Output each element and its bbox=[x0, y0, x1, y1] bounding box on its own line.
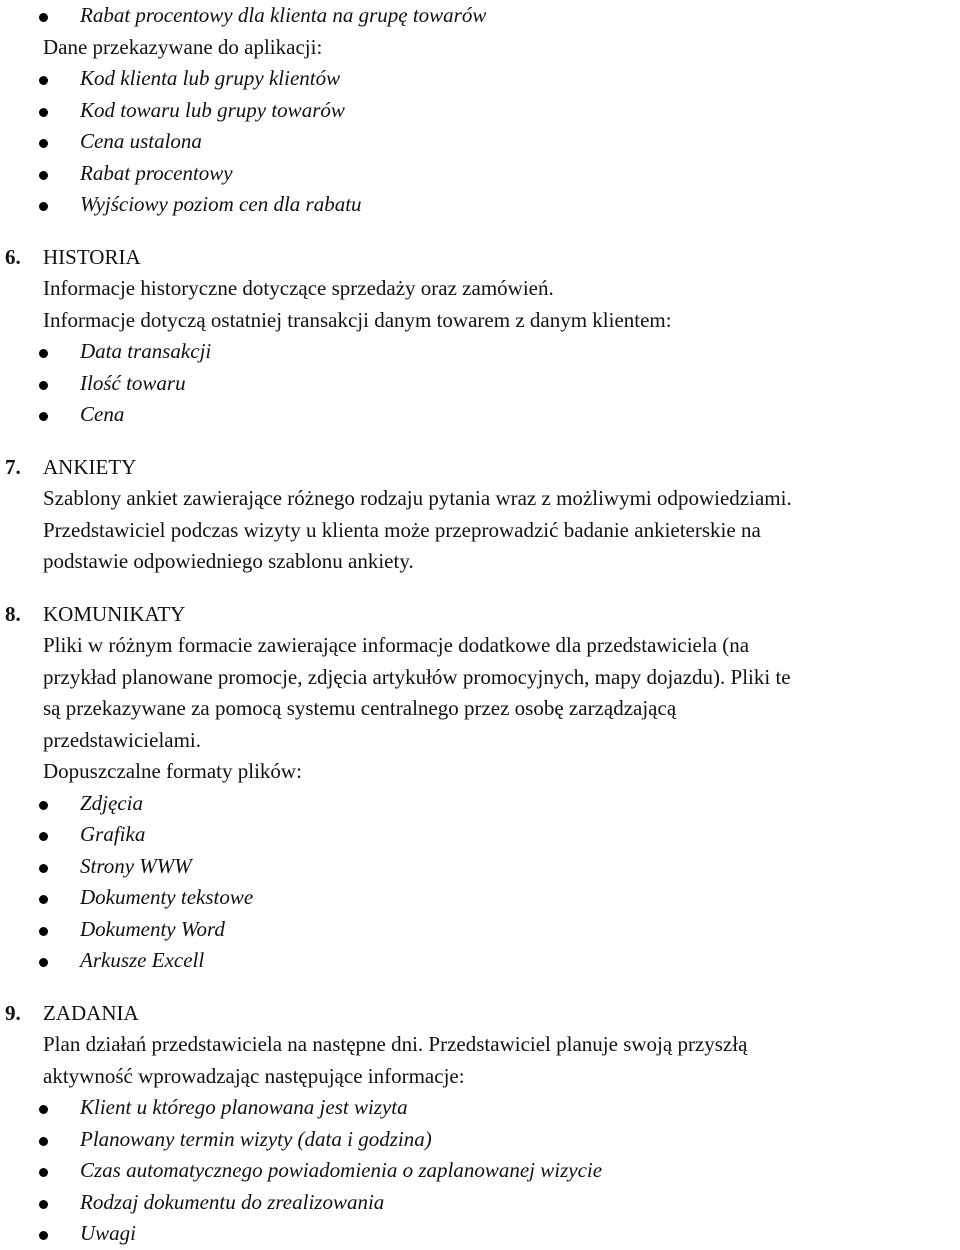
section-title: KOMUNIKATY bbox=[43, 601, 186, 626]
list-item bbox=[0, 126, 960, 158]
list-item-text: Dokumenty tekstowe bbox=[80, 885, 254, 909]
bullet-icon bbox=[39, 895, 48, 904]
paragraph-line: Szablony ankiet zawierające różnego rodzaju pytania wraz z możliwymi odpowiedziami. bbox=[43, 486, 792, 510]
bullet-icon bbox=[39, 139, 48, 148]
paragraph-line: są przekazywane za pomocą systemu centralnego przez osobę zarządzającą bbox=[43, 696, 677, 720]
list-item bbox=[0, 882, 960, 914]
list-item bbox=[0, 0, 960, 32]
list-item bbox=[0, 399, 960, 431]
paragraph-line: Plan działań przedstawiciela na następne dni. Przedstawiciel planuje swoją przyszłą bbox=[43, 1032, 748, 1056]
list-item-text: Wyjściowy poziom cen dla rabatu bbox=[80, 192, 362, 216]
bullet-icon bbox=[39, 1137, 48, 1146]
paragraph-line: Pliki w różnym formacie zawierające informacje dodatkowe dla przedstawiciela (na bbox=[43, 633, 750, 657]
list-item bbox=[0, 1187, 960, 1219]
section-number: 6. bbox=[5, 244, 21, 269]
list-item-text: Arkusze Excell bbox=[80, 948, 205, 972]
list-item-text: Planowany termin wizyty (data i godzina) bbox=[80, 1126, 432, 1151]
list-item bbox=[0, 788, 960, 820]
data-intro: Dane przekazywane do aplikacji: bbox=[43, 34, 323, 59]
bullet-icon bbox=[39, 171, 48, 180]
list-item bbox=[0, 158, 960, 190]
bullet-icon bbox=[39, 13, 48, 22]
list-item-text: Data transakcji bbox=[80, 339, 212, 363]
section-number: 8. bbox=[5, 601, 21, 626]
list-item-text: Dokumenty Word bbox=[80, 916, 225, 941]
section-title: ZADANIA bbox=[43, 1000, 139, 1025]
paragraph-line: Przedstawiciel podczas wizyty u klienta może przeprowadzić badanie ankieterskie na bbox=[43, 517, 761, 542]
paragraph-line: przedstawicielami. bbox=[43, 727, 202, 752]
section-title: HISTORIA bbox=[43, 244, 141, 269]
list-item-text: Rabat procentowy dla klienta na grupę towarów bbox=[80, 3, 487, 27]
list-item bbox=[0, 819, 960, 851]
formats-intro: Dopuszczalne formaty plików: bbox=[43, 759, 302, 783]
list-item bbox=[0, 189, 960, 221]
bullet-icon bbox=[39, 349, 48, 358]
bullet-icon bbox=[39, 1231, 48, 1240]
bullet-icon bbox=[39, 864, 48, 873]
section-gap bbox=[0, 977, 960, 998]
list-item-text: Ilość towaru bbox=[80, 370, 186, 395]
list-item-text: Strony WWW bbox=[80, 853, 192, 878]
list-item bbox=[0, 63, 960, 95]
bullet-icon bbox=[39, 412, 48, 421]
paragraph-line: podstawie odpowiedniego szablonu ankiety. bbox=[43, 549, 414, 573]
section-gap bbox=[0, 221, 960, 242]
list-item-text: Rodzaj dokumentu do zrealizowania bbox=[80, 1189, 385, 1214]
section-number: 9. bbox=[5, 1000, 21, 1025]
bullet-icon bbox=[39, 958, 48, 967]
list-item-text: Cena bbox=[80, 402, 125, 426]
list-item bbox=[0, 336, 960, 368]
list-item-text: Czas automatycznego powiadomienia o zaplanowanej wizycie bbox=[80, 1158, 603, 1182]
section-heading-ankiety bbox=[0, 452, 960, 484]
section-heading-historia bbox=[0, 242, 960, 274]
bullet-icon bbox=[39, 1200, 48, 1209]
bullet-icon bbox=[39, 832, 48, 841]
paragraph-line: przykład planowane promocje, zdjęcia artykułów promocyjnych, mapy dojazdu). Pliki te bbox=[43, 664, 791, 689]
list-item bbox=[0, 1218, 960, 1250]
list-item-text: Zdjęcia bbox=[80, 790, 143, 815]
section-gap bbox=[0, 578, 960, 599]
bullet-icon bbox=[39, 381, 48, 390]
list-item-text: Kod klienta lub grupy klientów bbox=[80, 66, 341, 90]
bullet-icon bbox=[39, 76, 48, 85]
section-heading-komunikaty bbox=[0, 599, 960, 631]
list-item bbox=[0, 851, 960, 883]
list-item bbox=[0, 368, 960, 400]
list-item bbox=[0, 914, 960, 946]
bullet-icon bbox=[39, 927, 48, 936]
section-heading-zadania bbox=[0, 998, 960, 1030]
section-number: 7. bbox=[5, 454, 21, 479]
paragraph-line: Informacje dotyczą ostatniej transakcji danym towarem z danym klientem: bbox=[43, 307, 672, 332]
list-item-text: Kod towaru lub grupy towarów bbox=[80, 97, 345, 122]
list-item bbox=[0, 1124, 960, 1156]
bullet-icon bbox=[39, 202, 48, 211]
list-item bbox=[0, 1092, 960, 1124]
section-gap bbox=[0, 431, 960, 452]
list-item-text: Grafika bbox=[80, 822, 146, 846]
list-item bbox=[0, 95, 960, 127]
paragraph-line: Informacje historyczne dotyczące sprzedaży oraz zamówień. bbox=[43, 276, 554, 300]
list-item-text: Cena ustalona bbox=[80, 129, 202, 153]
list-item-text: Uwagi bbox=[80, 1221, 137, 1245]
list-item bbox=[0, 945, 960, 977]
bullet-icon bbox=[39, 1105, 48, 1114]
list-item-text: Rabat procentowy bbox=[80, 160, 233, 185]
bullet-icon bbox=[39, 108, 48, 117]
paragraph-line: aktywność wprowadzając następujące informacje: bbox=[43, 1063, 465, 1088]
list-item bbox=[0, 1155, 960, 1187]
list-item-text: Klient u którego planowana jest wizyta bbox=[80, 1095, 408, 1119]
section-title: ANKIETY bbox=[43, 454, 137, 479]
bullet-icon bbox=[39, 1168, 48, 1177]
bullet-icon bbox=[39, 801, 48, 810]
